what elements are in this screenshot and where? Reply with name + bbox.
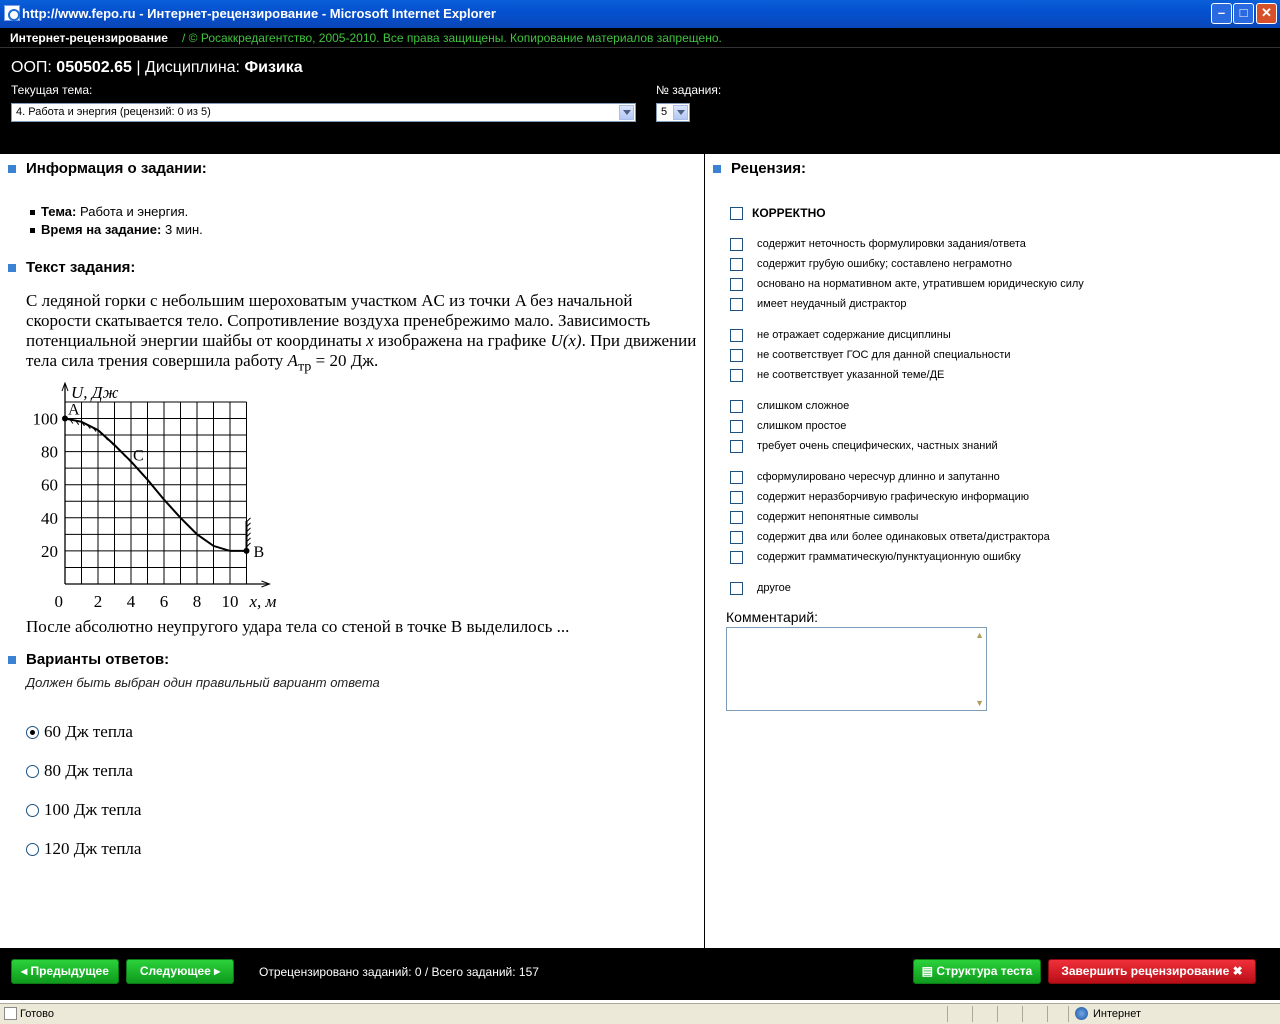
page-footer bbox=[0, 948, 1280, 1000]
review-checkbox[interactable] bbox=[730, 531, 743, 544]
review-counter: Отрецензировано заданий: 0 / Всего заданий: 157 bbox=[259, 965, 539, 979]
status-separator bbox=[1047, 1006, 1048, 1022]
review-criterion-label: слишком простое bbox=[757, 420, 847, 432]
answer-radio[interactable] bbox=[26, 765, 39, 778]
review-criterion-label: не соответствует ГОС для данной специальности bbox=[757, 349, 1011, 361]
info-list bbox=[30, 203, 203, 239]
info-time bbox=[30, 221, 203, 239]
review-section-title: Рецензия: bbox=[731, 160, 807, 177]
answers-section-title: Варианты ответов: bbox=[26, 651, 170, 668]
answer-radio[interactable] bbox=[26, 804, 39, 817]
scroll-up-icon[interactable]: ▲ bbox=[975, 630, 984, 640]
y-tick-label: 20 bbox=[41, 541, 58, 561]
info-theme bbox=[30, 203, 203, 221]
task-var-x: x bbox=[366, 331, 374, 350]
finish-review-button[interactable]: Завершить рецензирование ✖ bbox=[1048, 959, 1256, 984]
copyright-text: / © Росаккредагентство, 2005-2010. Все права защищены. Копирование материалов запрещено. bbox=[182, 31, 722, 45]
review-checkbox[interactable] bbox=[730, 420, 743, 433]
review-checkbox[interactable] bbox=[730, 258, 743, 271]
x-tick-label: 2 bbox=[93, 592, 103, 611]
status-separator bbox=[972, 1006, 973, 1022]
answer-label: 120 Дж тепла bbox=[44, 839, 142, 858]
minimize-button[interactable]: – bbox=[1211, 3, 1232, 24]
review-criterion-label: содержит грубую ошибку; составлено неграмотно bbox=[757, 258, 1012, 270]
review-checkbox[interactable] bbox=[730, 440, 743, 453]
review-criterion-label: другое bbox=[757, 582, 791, 594]
status-text: Готово bbox=[20, 1008, 54, 1020]
answer-radio[interactable] bbox=[26, 843, 39, 856]
review-criterion-label: содержит грамматическую/пунктуационную ошибку bbox=[757, 551, 1021, 563]
review-checkbox[interactable] bbox=[730, 349, 743, 362]
x-axis-label: x, м bbox=[249, 592, 277, 611]
x-tick-label: 10 bbox=[221, 592, 239, 611]
comment-textarea[interactable] bbox=[726, 627, 987, 711]
oop-value: 050502.65 bbox=[56, 59, 132, 76]
status-separator bbox=[947, 1006, 948, 1022]
browser-statusbar bbox=[0, 1003, 1280, 1024]
task-text-part4: = 20 Дж. bbox=[311, 351, 379, 370]
time-label: Время на задание: bbox=[41, 222, 162, 237]
topic-select[interactable] bbox=[11, 103, 636, 122]
y-axis-label: U, Дж bbox=[71, 383, 119, 402]
energy-chart bbox=[20, 382, 290, 616]
answer-label: 100 Дж тепла bbox=[44, 800, 142, 819]
x-tick-label: 4 bbox=[126, 592, 136, 611]
info-section-title: Информация о задании: bbox=[26, 160, 207, 177]
task-text bbox=[26, 291, 698, 376]
answer-radio[interactable] bbox=[26, 726, 39, 739]
security-zone: Интернет bbox=[1093, 1008, 1141, 1020]
task-panel bbox=[0, 154, 704, 948]
comment-label: Комментарий: bbox=[726, 609, 819, 625]
review-criterion-label: содержит непонятные символы bbox=[757, 511, 919, 523]
task-text-part3: . При движении тела сила трения совершила работу bbox=[26, 331, 697, 370]
oop-label: ООП: bbox=[11, 59, 52, 76]
y-tick-label: 40 bbox=[41, 508, 58, 528]
maximize-button[interactable]: □ bbox=[1233, 3, 1254, 24]
window-title: http://www.fepo.ru - Интернет-рецензирование - Microsoft Internet Explorer bbox=[22, 6, 496, 21]
site-topbar bbox=[0, 28, 1280, 48]
review-checkbox[interactable] bbox=[730, 582, 743, 595]
discipline-label: Дисциплина: bbox=[145, 59, 240, 76]
answer-label: 60 Дж тепла bbox=[44, 722, 133, 741]
task-number-label: № задания: bbox=[656, 83, 722, 97]
task-var-a: A bbox=[287, 351, 298, 370]
review-checkbox[interactable] bbox=[730, 511, 743, 524]
correct-label: КОРРЕКТНО bbox=[752, 206, 826, 220]
review-checkbox[interactable] bbox=[730, 278, 743, 291]
chevron-down-icon[interactable] bbox=[673, 105, 688, 120]
oop-separator: | bbox=[136, 59, 141, 76]
x-tick-label: 6 bbox=[159, 592, 169, 611]
y-tick-label: 100 bbox=[32, 409, 58, 429]
answer-label: 80 Дж тепла bbox=[44, 761, 133, 780]
topic-label: Текущая тема: bbox=[11, 83, 93, 97]
review-checkbox[interactable] bbox=[730, 551, 743, 564]
review-criterion-label: не отражает содержание дисциплины bbox=[757, 329, 951, 341]
review-checkbox[interactable] bbox=[730, 400, 743, 413]
answers-hint: Должен быть выбран один правильный вариант ответа bbox=[26, 675, 380, 690]
review-panel bbox=[705, 154, 1280, 948]
window-titlebar bbox=[0, 0, 1280, 28]
review-checkbox[interactable] bbox=[730, 491, 743, 504]
task-var-u: U(x) bbox=[550, 331, 582, 350]
topic-select-value: 4. Работа и энергия (рецензий: 0 из 5) bbox=[16, 106, 211, 118]
site-brand[interactable]: Интернет-рецензирование bbox=[10, 31, 168, 45]
review-criterion-label: содержит два или более одинаковых ответа/дистрактора bbox=[757, 531, 1050, 543]
discipline-value: Физика bbox=[244, 59, 303, 76]
status-separator bbox=[1022, 1006, 1023, 1022]
x-tick-label: 0 bbox=[54, 592, 63, 611]
correct-checkbox[interactable] bbox=[730, 207, 743, 220]
task-question: После абсолютно неупругого удара тела со стеной в точке B выделилось ... bbox=[26, 617, 570, 636]
task-text-part2: изображена на графике bbox=[373, 331, 551, 350]
status-separator bbox=[997, 1006, 998, 1022]
internet-zone-icon bbox=[1075, 1007, 1088, 1020]
review-criterion-label: содержит неразборчивую графическую информацию bbox=[757, 491, 1029, 503]
review-criterion-label: сформулировано чересчур длинно и запутанно bbox=[757, 471, 1000, 483]
page-icon bbox=[4, 1007, 17, 1020]
wall-hatch bbox=[247, 518, 251, 522]
task-var-a-sub: тр bbox=[297, 358, 312, 375]
previous-button[interactable]: ◂ Предыдущее bbox=[11, 959, 119, 984]
page-header bbox=[0, 48, 1280, 154]
point-label: B bbox=[253, 543, 265, 561]
y-tick-label: 80 bbox=[41, 442, 58, 462]
chevron-down-icon[interactable] bbox=[619, 105, 634, 120]
point-marker bbox=[244, 548, 250, 554]
ie-icon bbox=[4, 5, 20, 21]
theme-value: Работа и энергия. bbox=[79, 204, 189, 219]
review-criterion-label: содержит неточность формулировки задания/ответа bbox=[757, 238, 1026, 250]
task-text-part1: С ледяной горки с небольшим шероховатым участком AC из точки A без начальной скорости скатывается тело. Сопротивление воздуха пренебрежимо мало. Зависимость потенциальной энергии шайбы от координаты bbox=[26, 291, 651, 350]
test-structure-button[interactable]: ▤ Структура теста bbox=[913, 959, 1041, 984]
task-number-select[interactable] bbox=[656, 103, 690, 122]
review-criterion-label: не соответствует указанной теме/ДЕ bbox=[757, 369, 945, 381]
review-checkbox[interactable] bbox=[730, 238, 743, 251]
time-value: 3 мин. bbox=[164, 222, 203, 237]
y-tick-label: 60 bbox=[41, 475, 58, 495]
review-criterion-label: имеет неудачный дистрактор bbox=[757, 298, 907, 310]
point-label: A bbox=[68, 401, 80, 419]
point-label: C bbox=[133, 447, 144, 465]
review-checkbox[interactable] bbox=[730, 471, 743, 484]
theme-label: Тема: bbox=[41, 204, 77, 219]
status-separator bbox=[1068, 1006, 1069, 1022]
review-checkbox[interactable] bbox=[730, 298, 743, 311]
next-button[interactable]: Следующее ▸ bbox=[126, 959, 234, 984]
review-checkbox[interactable] bbox=[730, 329, 743, 342]
scroll-down-icon[interactable]: ▼ bbox=[975, 698, 984, 708]
task-number-value: 5 bbox=[661, 106, 668, 118]
review-criterion-label: требует очень специфических, частных знаний bbox=[757, 440, 998, 452]
oop-line bbox=[11, 59, 303, 77]
review-criterion-label: основано на нормативном акте, утратившем юридическую силу bbox=[757, 278, 1084, 290]
close-button[interactable]: ✕ bbox=[1256, 3, 1277, 24]
x-tick-label: 8 bbox=[192, 592, 202, 611]
task-section-title: Текст задания: bbox=[26, 259, 136, 276]
review-checkbox[interactable] bbox=[730, 369, 743, 382]
review-criterion-label: слишком сложное bbox=[757, 400, 850, 412]
